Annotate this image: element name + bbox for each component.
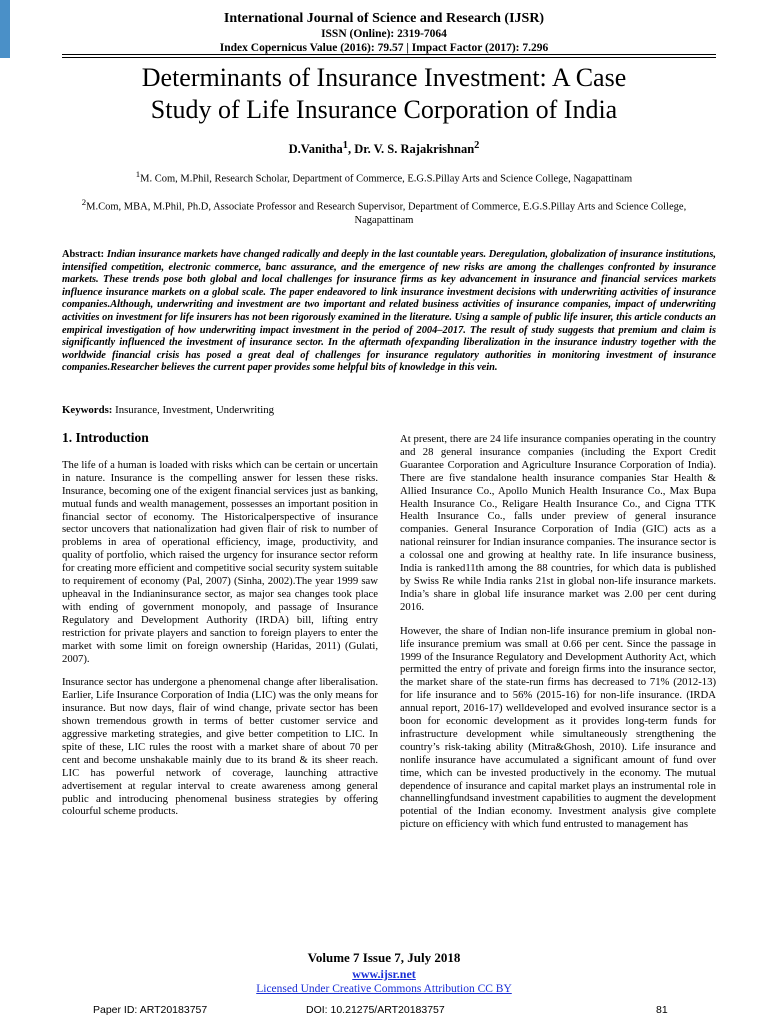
journal-header [0, 10, 768, 55]
affiliation-2 [70, 196, 698, 227]
intro-paragraph-2: Insurance sector has undergone a phenomenal change after liberalisation. Earlier, Life Insurance Corporation of India (LIC) was the only means for insurance. But now days, flair of wind change, private sector has been shown tremendous growth in terms of better customer service and aggressive marketing strategies, and give better competition to LIC. In spite of these, LIC rules the roost with a market share of about 70 per cent and become unshakable mainly due to its brand & its sheer reach. LIC has powerful network of coverage, launching attractive advertisement at regular interval to create awareness among general public and introducing phenomenal business strategies by offering colourful scheme products. [62, 676, 378, 818]
paper-title-line1: Determinants of Insurance Investment: A Case [141, 63, 627, 92]
footer-license-link[interactable]: Licensed Under Creative Commons Attribution CC BY [256, 983, 512, 995]
author-1: D.Vanitha [288, 142, 343, 157]
paper-title [40, 62, 728, 126]
affiliation-2-text: M.Com, MBA, M.Phil, Ph.D, Associate Professor and Research Supervisor, Department of Commerce, E.G.S.Pillay Arts and Science College, Nagapattinam [86, 201, 687, 226]
keywords-label: Keywords: [62, 404, 113, 416]
abstract-text: Indian insurance markets have changed radically and deeply in the last countable years. Deregulation, globalization of insurance institutions, intensified competition, electronic commerce, banc assurance, and the emergence of new risks are among the challenges confronted by insurance markets. These trends pose both global and local challenges for insurance firms as key advancement in insurance and financial services markets influence insurance markets on a global scale. The paper endeavored to link insurance investment decisions with underwriting activities of insurance companies.Although, underwriting and investment are two important and related business activities of insurance companies, impact of underwriting activities on investment for life insurers has not been rigorously examined in the literature. Using a sample of public life insurer, this article conducts an empirical investigation of how underwriting impact investment in the period of 2004–2017. The result of study suggests that premium and claim is significantly influenced the investment of insurance sector. In the aftermath ofexpanding liberalization in the insurance industry together with the worldwide financial crisis has posed a great deal of challenges for insurance regulatory authorities in monitoring investment of insurance companies.Researcher believes the current paper provides some helpful bits of knowledge in this vein. [62, 249, 716, 374]
affiliation-1 [70, 168, 698, 186]
intro-paragraph-1: The life of a human is loaded with risks which can be certain or uncertain in nature. Insurance is the compelling answer for lessen these risks. Insurance, becoming one of the exigent financial services just as banking, mutual funds and wealth management, possesses an important position in financial sector of economy. The Historicalperspective of insurance sector uncovers that nationalization had given flair of risk to number of problems in area of operational efficiency, image, productivity, and quality of portfolio, which raised the urgency for insurance sector reform for creating more efficient and competitive social security system suitable to requirement of economy (Pal, 2007) (Sinha, 2002).The year 1999 saw upheaval in the Indianinsurance sector, as major sea changes took place with ending of government monopoly, and passage of Insurance Regulatory and Development Authority (IRDA) bill, lifting entry restriction for private players and sanction to foreign players to enter the market with some limit on foreign ownership (Haridas, 2011) (Gulati, 2007). [62, 458, 378, 665]
author-2-sup: 2 [474, 140, 480, 151]
right-column [400, 433, 716, 842]
footer-website-link[interactable]: www.ijsr.net [352, 967, 416, 981]
paper-title-line2: Study of Life Insurance Corporation of India [150, 95, 618, 124]
issn: ISSN (Online): 2319-7064 [321, 28, 447, 40]
intro-paragraph-3: At present, there are 24 life insurance companies operating in the country and 28 general insurance companies (including the Export Credit Guarantee Corporation and Agriculture Insurance Corporation of India). There are five standalone health insurance companies Star Health & Allied Insurance Co., Apollo Munich Health Insurance Co., Max Bupa Health Insurance Co., Religare Health Insurance Co., and Cigna TTK Health Insurance Co., falls under preview of general insurance companies. General Insurance Corporation of India (GIC) acts as a national reinsurer for Indian insurance companies. The insurance sector is a colossal one and growing at healthy rate. In life insurance business, India is ranked11th among the 88 countries, for which data is published by Swiss Re while India ranks 21st in global non-life insurance markets. India’s share in global life insurance market was 2.00 per cent during 2016. [400, 433, 716, 613]
affiliation-1-text: M. Com, M.Phil, Research Scholar, Department of Commerce, E.G.S.Pillay Arts and Science College, Nagapattinam [140, 173, 633, 185]
paper-id: Paper ID: ART20183757 [93, 1004, 208, 1016]
index-impact-line: Index Copernicus Value (2016): 79.57 | Impact Factor (2017): 7.296 [219, 42, 549, 54]
intro-paragraph-4: However, the share of Indian non-life insurance premium in global non-life insurance premium was small at 0.66 per cent. Since the passage in 1999 of the Insurance Regulatory and Development Authority Act, which permitted the entry of private and foreign firms into the insurance sector, the market share of the state-run firms has decreased to 71% (2012-13) for life insurance and to 56% (2015-16) for non-life insurance. (IRDA annual report, 2016-17) welldeveloped and evolved insurance sector is a boon for economic development as it provides long-term funds for infrastructure development while simultaneously strengthening the country’s risk-taking ability (Mitra&Ghosh, 2010). Life insurance and nonlife insurance have accumulated a significant amount of fund over time, which can be invested productively in the economy. The mutual dependence of insurance and capital market plays an instrumental role in channellingfundsand investment capabilities to augment the development potential of the Indian economy. Investment analysis give complete picture on efficiency with which fund entrusted to management has [400, 624, 716, 831]
header-rule-thin [62, 57, 716, 58]
page-number: 81 [656, 1004, 668, 1016]
abstract [62, 249, 716, 375]
author-separator: , [347, 142, 355, 157]
section-heading-introduction: 1. Introduction [62, 430, 149, 445]
journal-name: International Journal of Science and Research (IJSR) [223, 11, 545, 26]
keywords [62, 404, 716, 416]
abstract-label: Abstract: [62, 249, 105, 260]
doi: DOI: 10.21275/ART20183757 [306, 1004, 445, 1016]
author-2: Dr. V. S. Rajakrishnan [354, 142, 475, 157]
header-rule [62, 54, 716, 55]
footer-volume: Volume 7 Issue 7, July 2018 [307, 950, 461, 965]
left-column [62, 432, 378, 829]
affiliation-1-sup: 1 [135, 169, 141, 179]
author-1-sup: 1 [342, 140, 348, 151]
affiliation-2-sup: 2 [81, 197, 87, 207]
keywords-text: Insurance, Investment, Underwriting [115, 404, 274, 416]
authors [0, 140, 768, 157]
